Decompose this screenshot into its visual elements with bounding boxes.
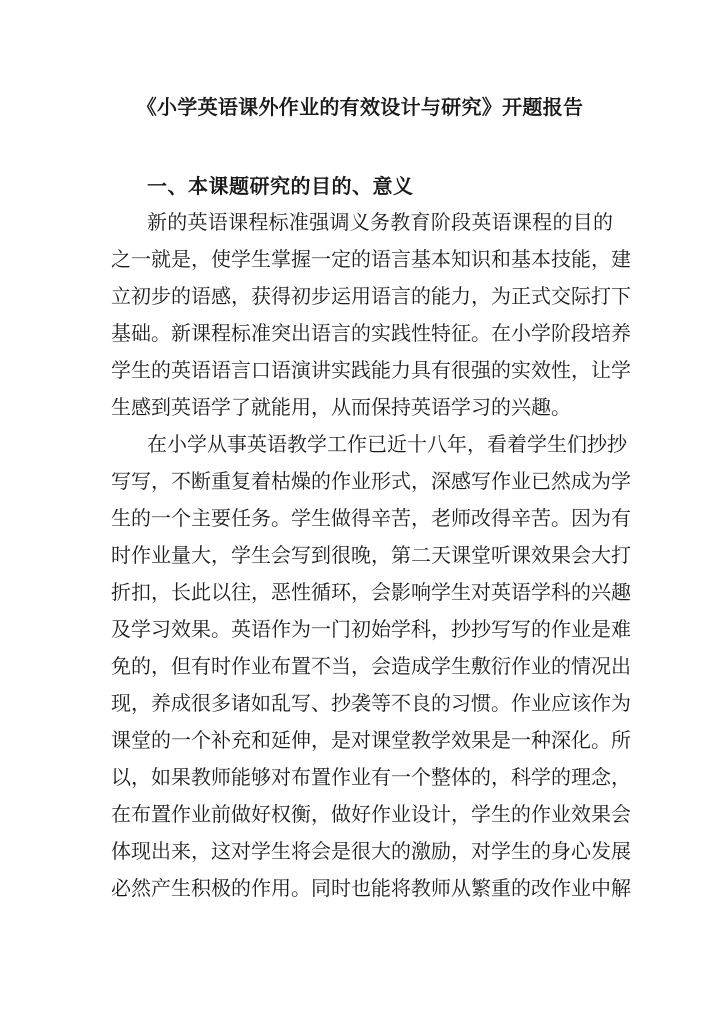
paragraph-line: 生感到英语学了就能用，从而保持英语学习的兴趣。	[111, 395, 571, 419]
paragraph-line: 写写，不断重复着枯燥的作业形式，深感写作业已然成为学	[111, 469, 631, 493]
paragraph-line: 以，如果教师能够对布置作业有一个整体的，科学的理念，	[111, 765, 631, 789]
paragraph-line: 之一就是，使学生掌握一定的语言基本知识和基本技能，建	[111, 247, 631, 271]
paragraph-line: 体现出来，这对学生将会是很大的激励，对学生的身心发展	[111, 839, 631, 863]
paragraph-line: 新的英语课程标准强调义务教育阶段英语课程的目的	[147, 210, 613, 234]
paragraph-line: 生的一个主要任务。学生做得辛苦，老师改得辛苦。因为有	[111, 506, 631, 530]
paragraph-line: 立初步的语感，获得初步运用语言的能力，为正式交际打下	[111, 284, 631, 308]
paragraph-line: 课堂的一个补充和延伸，是对课堂教学效果是一种深化。所	[111, 728, 631, 752]
paragraph-line: 在小学从事英语教学工作已近十八年，看着学生们抄抄	[147, 432, 627, 456]
section-heading: 一、本课题研究的目的、意义	[147, 174, 414, 198]
paragraph-line: 及学习效果。英语作为一门初始学科，抄抄写写的作业是难	[111, 617, 631, 641]
paragraph-line: 时作业量大，学生会写到很晚，第二天课堂听课效果会大打	[111, 543, 631, 567]
paragraph-line: 学生的英语语言口语演讲实践能力具有很强的实效性，让学	[111, 358, 631, 382]
paragraph-line: 必然产生积极的作用。同时也能将教师从繁重的改作业中解	[111, 876, 631, 900]
paragraph-line: 免的，但有时作业布置不当，会造成学生敷衍作业的情况出	[111, 654, 631, 678]
paragraph-line: 在布置作业前做好权衡，做好作业设计，学生的作业效果会	[111, 802, 631, 826]
paragraph-line: 基础。新课程标准突出语言的实践性特征。在小学阶段培养	[111, 321, 631, 345]
document-title: 《小学英语课外作业的有效设计与研究》开题报告	[136, 95, 584, 119]
paragraph-line: 折扣，长此以往，恶性循环，会影响学生对英语学科的兴趣	[111, 580, 631, 604]
paragraph-line: 现，养成很多诸如乱写、抄袭等不良的习惯。作业应该作为	[111, 691, 631, 715]
